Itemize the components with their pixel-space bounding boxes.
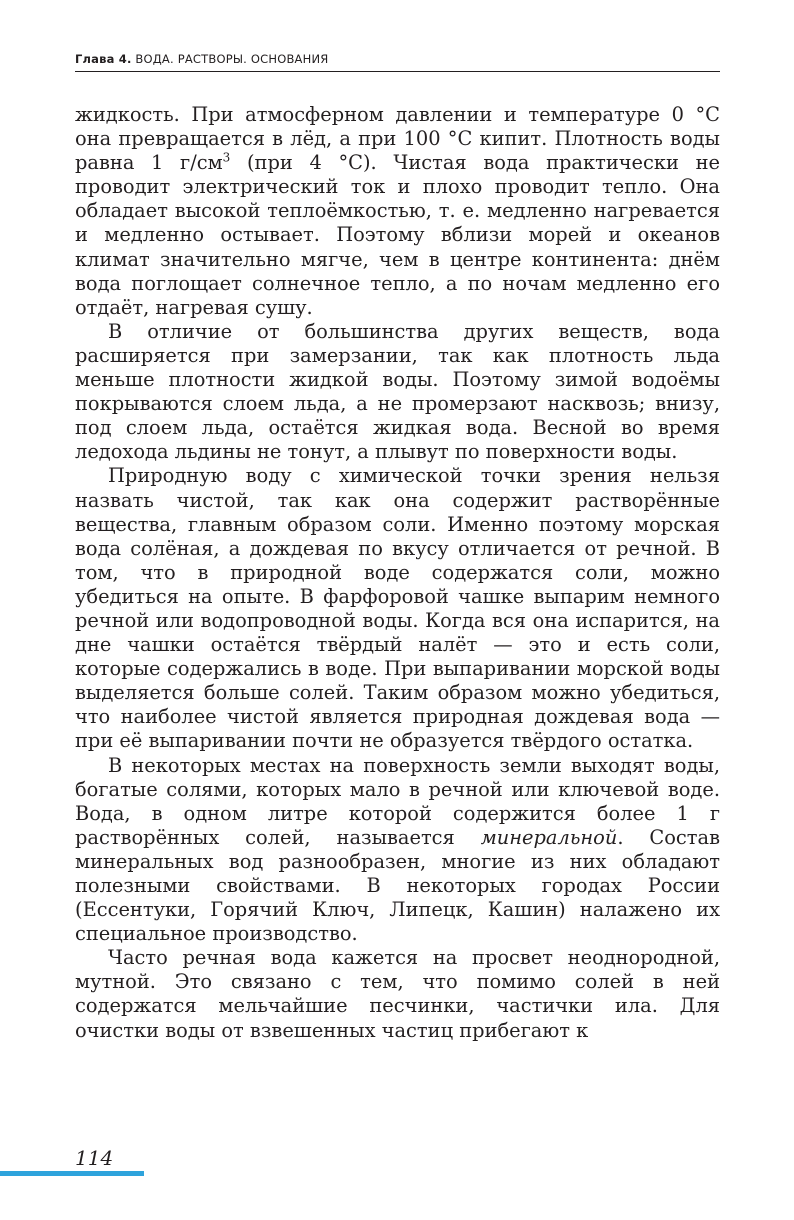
paragraph-5-text: Часто речная вода кажется на просвет неоднородной, мутной. Это связано с тем, что помимо солей в ней содержатся мельчайшие песчинки, частички ила. Для очистки воды от взвешенных частиц прибегают к xyxy=(75,946,720,1042)
paragraph-1-text: жидкость. При атмосферном давлении и температуре 0 °С она превращается в лёд, а при 100 °С кипит. Плотность воды равна 1 г/см xyxy=(75,103,720,175)
paragraph-4 xyxy=(75,754,720,947)
paragraph-3 xyxy=(75,464,720,753)
page-number: 114 xyxy=(75,1146,114,1170)
chapter-label: Глава 4. xyxy=(75,52,132,66)
chapter-title: ВОДА. РАСТВОРЫ. ОСНОВАНИЯ xyxy=(135,52,329,66)
paragraph-3-text: Природную воду с химической точки зрения нельзя назвать чистой, так как она содержит растворённые вещества, главным образом соли. Именно поэтому морская вода солёная, а дождевая по вкусу отличается от речной. В том, что в природной воде содержатся соли, можно убедиться на опыте. В фарфоровой чашке выпарим немного речной или водопроводной воды. Когда вся она испарится, на дне чашки остаётся твёрдый налёт — это и есть соли, которые содержались в воде. При выпаривании морской воды выделяется больше солей. Таким образом можно убедиться, что наиболее чистой является природная дождевая вода — при её выпаривании почти не образуется твёрдого остатка. xyxy=(75,464,720,753)
paragraph-1 xyxy=(75,103,720,320)
term-mineral: минеральной xyxy=(480,825,618,849)
paragraph-1-text-cont: (при 4 °С). Чистая вода практически не проводит электрический ток и плохо проводит тепло. Она обладает высокой теплоёмкостью, т. е. медленно нагревается и медленно остывает. Поэтому вблизи морей и океанов климат значительно мягче, чем в центре континента: днём вода поглощает солнечное тепло, а по ночам медленно его отдаёт, нагревая сушу. xyxy=(75,151,720,319)
paragraph-4-text: В некоторых местах на поверхность земли выходят воды, богатые солями, которых мало в речной или ключевой воде. Вода, в одном литре которой содержится более 1 г растворённых солей, называется xyxy=(75,753,720,849)
page-number-bar xyxy=(0,1171,144,1176)
paragraph-5 xyxy=(75,946,720,1042)
header-rule xyxy=(75,71,720,72)
superscript-cube: 3 xyxy=(222,150,231,165)
paragraph-4-text-cont: . Состав минеральных вод разнообразен, многие из них обладают полезными свойствами. В некоторых городах России (Ессентуки, Горячий Ключ, Липецк, Кашин) налажено их специальное производство. xyxy=(75,825,720,946)
body-text xyxy=(75,103,720,1043)
paragraph-2-text: В отличие от большинства других веществ, вода расширяется при замерзании, так как плотность льда меньше плотности жидкой воды. Поэтому зимой водоёмы покрываются слоем льда, а не промерзают насквозь; внизу, под слоем льда, остаётся жидкая вода. Весной во время ледохода льдины не тонут, а плывут по поверхности воды. xyxy=(75,319,720,464)
running-head xyxy=(75,52,720,66)
paragraph-2 xyxy=(75,320,720,465)
